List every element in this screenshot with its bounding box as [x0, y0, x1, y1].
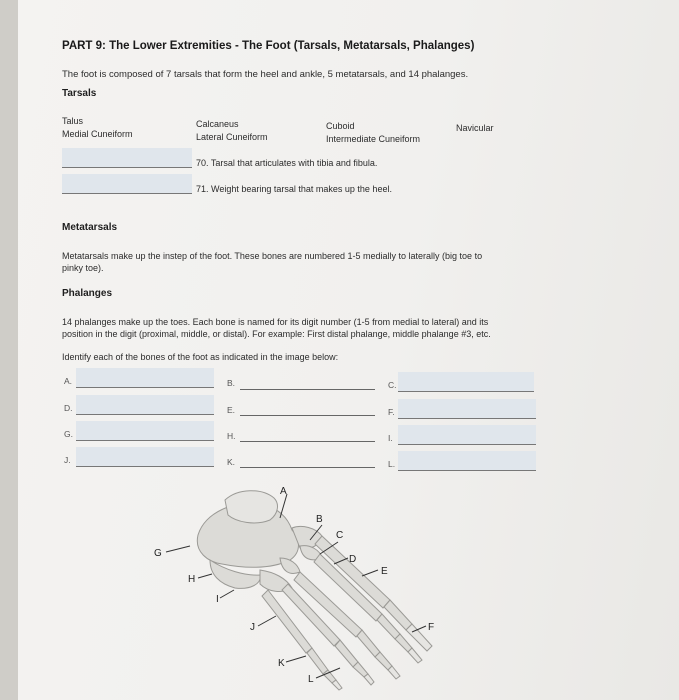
figure-label-k: K [278, 658, 285, 669]
answer-field-e[interactable] [240, 415, 375, 416]
figure-label-b: B [316, 514, 323, 525]
intro-text: The foot is composed of 7 tarsals that form the heel and ankle, 5 metatarsals, and 14 phalanges. [62, 69, 469, 80]
figure-label-h: H [188, 574, 196, 585]
answer-field-i[interactable] [398, 425, 536, 445]
answer-label-c: C. [388, 380, 397, 390]
answer-label-h: H. [227, 431, 236, 441]
answer-field-k[interactable] [240, 467, 375, 468]
figure-label-j: J [250, 622, 255, 633]
tarsals-heading: Tarsals [62, 88, 97, 99]
word-bank-navicular: Navicular [456, 123, 494, 133]
figure-label-f: F [428, 622, 435, 633]
answer-label-g: G. [64, 429, 73, 439]
answer-label-i: I. [388, 433, 393, 443]
foot-skeleton-diagram [150, 480, 460, 700]
phalanges-text-line2: position in the digit (proximal, middle, or distal). For example: First distal phalange, middle phalange #3, etc. [62, 329, 491, 339]
figure-label-g: G [154, 548, 162, 559]
phalanges-heading: Phalanges [62, 288, 113, 299]
answer-field-71[interactable] [62, 174, 192, 194]
figure-label-e: E [381, 566, 388, 577]
page-title: PART 9: The Lower Extremities - The Foot (Tarsals, Metatarsals, Phalanges) [62, 40, 475, 52]
answer-field-d[interactable] [76, 395, 214, 415]
identify-instructions: Identify each of the bones of the foot as indicated in the image below: [62, 352, 339, 362]
answer-field-a[interactable] [76, 368, 214, 388]
answer-label-b: B. [227, 378, 236, 388]
answer-field-70[interactable] [62, 148, 192, 168]
word-bank-talus: Talus [62, 116, 84, 126]
metatarsals-text-line2: pinky toe). [62, 263, 104, 273]
word-bank-lateral-cuneiform: Lateral Cuneiform [196, 132, 268, 142]
word-bank-intermediate-cuneiform: Intermediate Cuneiform [326, 134, 421, 144]
figure-label-c: C [336, 530, 344, 541]
answer-field-g[interactable] [76, 421, 214, 441]
answer-label-k: K. [227, 457, 236, 467]
answer-label-l: L. [388, 459, 396, 469]
answer-label-e: E. [227, 405, 236, 415]
answer-field-h[interactable] [240, 441, 375, 442]
word-bank-cuboid: Cuboid [326, 121, 355, 131]
figure-label-a: A [280, 486, 287, 497]
answer-label-j: J. [64, 455, 71, 465]
metatarsals-text-line1: Metatarsals make up the instep of the foot. These bones are numbered 1-5 medially to laterally (big toe to [62, 251, 483, 261]
answer-label-d: D. [64, 403, 73, 413]
question-71: 71. Weight bearing tarsal that makes up the heel. [196, 184, 392, 194]
word-bank-medial-cuneiform: Medial Cuneiform [62, 129, 133, 139]
figure-label-d: D [349, 554, 357, 565]
answer-label-f: F. [388, 407, 395, 417]
question-70: 70. Tarsal that articulates with tibia and fibula. [196, 158, 378, 168]
phalanges-text-line1: 14 phalanges make up the toes. Each bone is named for its digit number (1-5 from medial to lateral) and its [62, 317, 489, 327]
figure-label-i: I [216, 594, 219, 605]
answer-field-f[interactable] [398, 399, 536, 419]
word-bank-calcaneus: Calcaneus [196, 119, 239, 129]
answer-field-j[interactable] [76, 447, 214, 467]
answer-field-l[interactable] [398, 451, 536, 471]
answer-label-a: A. [64, 376, 73, 386]
figure-label-l: L [308, 674, 314, 685]
answer-field-c[interactable] [398, 372, 534, 392]
answer-field-b[interactable] [240, 389, 375, 390]
metatarsals-heading: Metatarsals [62, 222, 118, 233]
